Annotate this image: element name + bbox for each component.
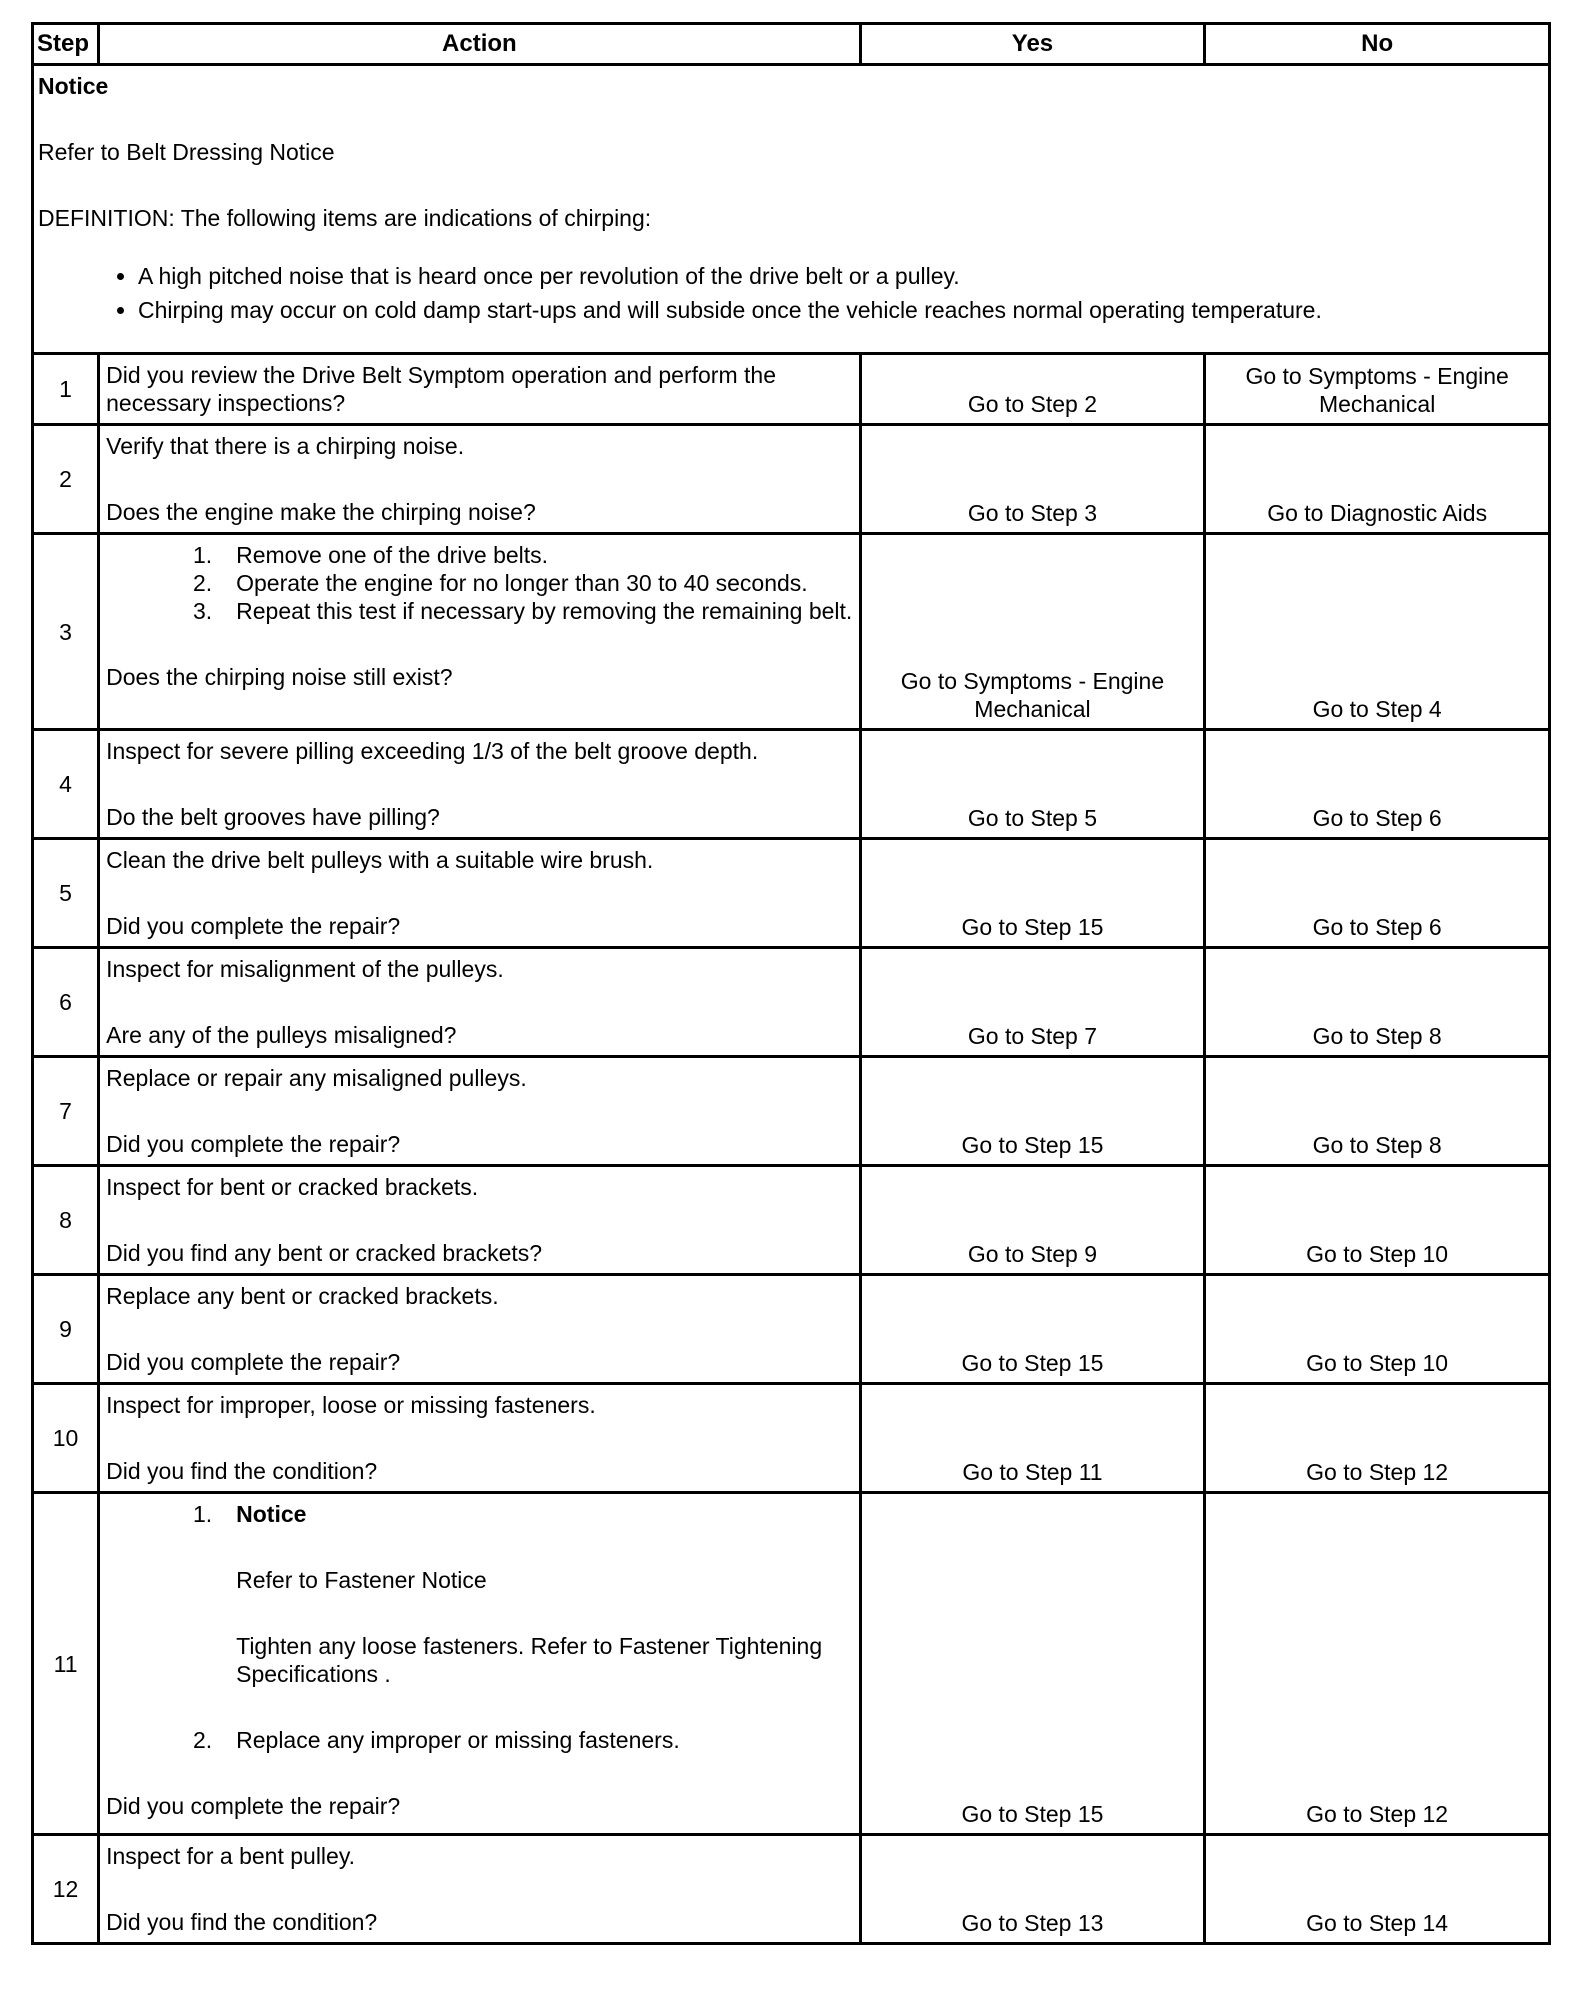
no-link[interactable]: Go to Symptoms - Engine Mechanical: [1205, 354, 1550, 425]
action-question: Did you find the condition?: [106, 1909, 378, 1935]
yes-link[interactable]: Go to Step 7: [860, 948, 1205, 1057]
action-instruction: Inspect for misalignment of the pulleys.: [106, 956, 504, 982]
step-number: 11: [33, 1493, 99, 1835]
step-number: 2: [33, 425, 99, 534]
action-cell: [99, 730, 861, 839]
table-row: [33, 730, 1550, 839]
no-link[interactable]: Go to Step 8: [1205, 948, 1550, 1057]
notice-title: Notice: [38, 73, 109, 99]
action-instruction: Replace or repair any misaligned pulleys.: [106, 1065, 527, 1091]
notice-bullet: • Chirping may occur on cold damp start-ups and will subside once the vehicle reaches normal operating temperature.: [138, 296, 1544, 324]
action-question: Do the belt grooves have pilling?: [106, 804, 440, 830]
action-instruction: Inspect for improper, loose or missing fasteners.: [106, 1392, 596, 1418]
step-number: 7: [33, 1057, 99, 1166]
yes-link[interactable]: Go to Step 5: [860, 730, 1205, 839]
action-question: Did you complete the repair?: [106, 1131, 401, 1157]
action-cell: [99, 948, 861, 1057]
yes-link[interactable]: Go to Step 3: [860, 425, 1205, 534]
table-row: [33, 1166, 1550, 1275]
substep: 1. Notice Refer to Fastener Notice Tighten any loose fasteners. Refer to Fastener Tightening Specifications .: [106, 1500, 855, 1688]
no-link[interactable]: Go to Step 6: [1205, 839, 1550, 948]
action-question: Does the engine make the chirping noise?: [106, 499, 536, 525]
substep: 1. Remove one of the drive belts.: [192, 542, 549, 568]
table-row: [33, 1275, 1550, 1384]
table-row: [33, 1384, 1550, 1493]
action-question: Did you complete the repair?: [106, 1349, 401, 1375]
header-no: No: [1205, 24, 1550, 65]
diagnostic-table: [31, 22, 1551, 1945]
no-link[interactable]: Go to Step 14: [1205, 1835, 1550, 1944]
step-number: 5: [33, 839, 99, 948]
table-row: [33, 425, 1550, 534]
step-number: 10: [33, 1384, 99, 1493]
action-cell: [99, 1166, 861, 1275]
substep-notice-ref: Refer to Fastener Notice: [236, 1567, 487, 1593]
action-cell: [99, 839, 861, 948]
substep: 2. Replace any improper or missing fasteners.: [192, 1727, 680, 1753]
no-link[interactable]: Go to Step 12: [1205, 1493, 1550, 1835]
action-cell: [99, 1275, 861, 1384]
step-number: 9: [33, 1275, 99, 1384]
table-row: [33, 354, 1550, 425]
action-question: Did you complete the repair?: [106, 913, 401, 939]
action-cell: [99, 534, 861, 730]
substep-list: [106, 541, 855, 625]
no-link[interactable]: Go to Step 8: [1205, 1057, 1550, 1166]
action-cell: [99, 1057, 861, 1166]
action-question: Did you find the condition?: [106, 1458, 378, 1484]
action-cell: [99, 425, 861, 534]
yes-link[interactable]: Go to Step 11: [860, 1384, 1205, 1493]
action-question: Are any of the pulleys misaligned?: [106, 1022, 457, 1048]
table-row: [33, 1493, 1550, 1835]
header-row: [33, 24, 1550, 65]
yes-link[interactable]: Go to Step 9: [860, 1166, 1205, 1275]
table-row: [33, 839, 1550, 948]
substep-notice-body: Tighten any loose fasteners. Refer to Fastener Tightening Specifications .: [236, 1633, 823, 1687]
action-question: Did you review the Drive Belt Symptom operation and perform the necessary inspections?: [106, 362, 776, 416]
header-step: Step: [33, 24, 99, 65]
action-instruction: Inspect for severe pilling exceeding 1/3 of the belt groove depth.: [106, 738, 759, 764]
action-cell: [99, 354, 861, 425]
action-instruction: Clean the drive belt pulleys with a suitable wire brush.: [106, 847, 654, 873]
yes-link[interactable]: Go to Step 2: [860, 354, 1205, 425]
yes-link[interactable]: Go to Step 15: [860, 839, 1205, 948]
action-question: Does the chirping noise still exist?: [106, 664, 453, 690]
action-question: Did you find any bent or cracked brackets?: [106, 1240, 543, 1266]
no-link[interactable]: Go to Step 10: [1205, 1166, 1550, 1275]
action-instruction: Inspect for bent or cracked brackets.: [106, 1174, 479, 1200]
substep: 3. Repeat this test if necessary by removing the remaining belt.: [192, 598, 853, 624]
step-number: 1: [33, 354, 99, 425]
table-row: [33, 1057, 1550, 1166]
header-yes: Yes: [860, 24, 1205, 65]
notice-bullet: • A high pitched noise that is heard once per revolution of the drive belt or a pulley.: [138, 262, 1544, 290]
step-number: 4: [33, 730, 99, 839]
header-action: Action: [99, 24, 861, 65]
step-number: 3: [33, 534, 99, 730]
table-row: [33, 948, 1550, 1057]
substep-list: [106, 1500, 855, 1754]
notice-bullets: [38, 262, 1544, 324]
table-row: [33, 1835, 1550, 1944]
notice-cell: [33, 65, 1550, 354]
substep-notice-title: Notice: [236, 1501, 307, 1527]
yes-link[interactable]: Go to Step 15: [860, 1275, 1205, 1384]
step-number: 8: [33, 1166, 99, 1275]
substep: 2. Operate the engine for no longer than 30 to 40 seconds.: [192, 570, 808, 596]
no-link[interactable]: Go to Step 12: [1205, 1384, 1550, 1493]
step-number: 12: [33, 1835, 99, 1944]
table-row: [33, 534, 1550, 730]
yes-link[interactable]: Go to Step 15: [860, 1493, 1205, 1835]
notice-definition: DEFINITION: The following items are indications of chirping:: [38, 205, 652, 231]
no-link[interactable]: Go to Step 6: [1205, 730, 1550, 839]
action-cell: [99, 1835, 861, 1944]
no-link[interactable]: Go to Diagnostic Aids: [1205, 425, 1550, 534]
step-number: 6: [33, 948, 99, 1057]
notice-row: [33, 65, 1550, 354]
action-instruction: Verify that there is a chirping noise.: [106, 433, 465, 459]
action-instruction: Inspect for a bent pulley.: [106, 1843, 356, 1869]
action-cell: [99, 1384, 861, 1493]
yes-link[interactable]: Go to Step 13: [860, 1835, 1205, 1944]
yes-link[interactable]: Go to Step 15: [860, 1057, 1205, 1166]
notice-ref: Refer to Belt Dressing Notice: [38, 139, 335, 165]
action-cell: [99, 1493, 861, 1835]
action-question: Did you complete the repair?: [106, 1793, 401, 1819]
no-link[interactable]: Go to Step 10: [1205, 1275, 1550, 1384]
yes-link[interactable]: Go to Symptoms - Engine Mechanical: [860, 534, 1205, 730]
no-link[interactable]: Go to Step 4: [1205, 534, 1550, 730]
action-instruction: Replace any bent or cracked brackets.: [106, 1283, 499, 1309]
